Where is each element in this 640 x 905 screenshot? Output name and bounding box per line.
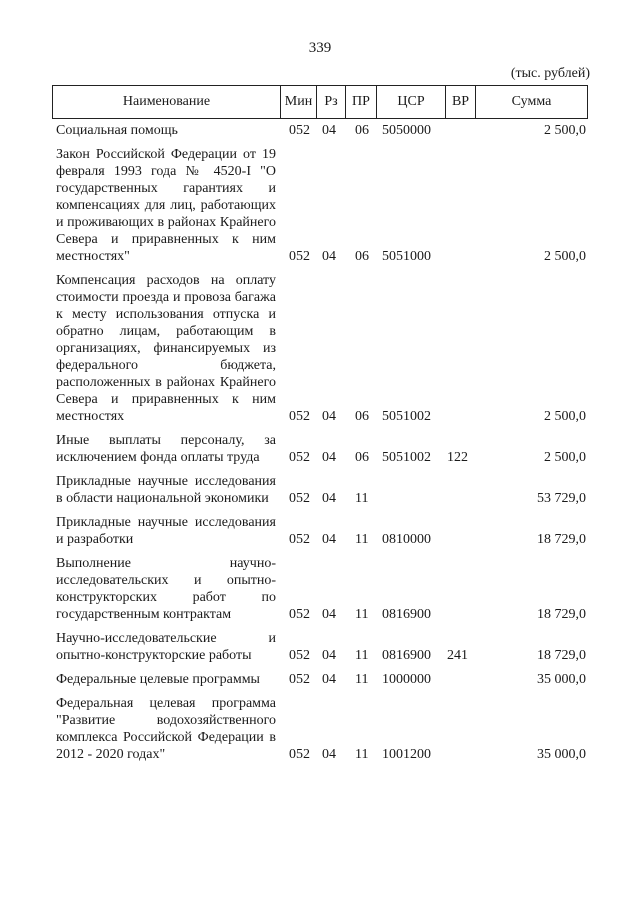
header-pr: ПР [345,85,376,119]
row-rz: 04 [322,409,336,424]
row-sum: 53 729,0 [537,491,586,506]
row-sum: 2 500,0 [544,123,586,138]
row-csr: 1000000 [382,672,431,687]
row-name: Закон Российской Федерации от 19 февраля 1993 года № 4520-I "О государственных гарантиях и компенсациях для лиц, работающих и проживающих в районах Крайнего Севера и приравненных к ним местностях" [56,147,276,264]
row-sum: 18 729,0 [537,607,586,622]
row-vr: 122 [447,450,468,465]
row-rz: 04 [322,672,336,687]
table-body [52,122,588,770]
row-csr: 5050000 [382,123,431,138]
row-rz: 04 [322,607,336,622]
row-rz: 04 [322,249,336,264]
table-row [52,630,588,664]
row-min: 052 [289,249,310,264]
table-row [52,514,588,548]
row-rz: 04 [322,532,336,547]
row-csr: 5051000 [382,249,431,264]
row-sum: 2 500,0 [544,409,586,424]
row-min: 052 [289,607,310,622]
header-sum: Сумма [475,85,588,119]
row-name: Компенсация расходов на оплату стоимости проезда и провоза багажа к месту использования отпуска и обратно лицам, работающим в организациях, финансируемых из федерального бюджета, расположенных в районах Крайнего Севера и приравненных к ним местностях [56,273,276,424]
row-min: 052 [289,409,310,424]
header-rz: Рз [316,85,345,119]
row-pr: 06 [355,409,369,424]
row-min: 052 [289,747,310,762]
row-name: Прикладные научные исследования и разработки [56,515,276,547]
row-name: Социальная помощь [56,123,178,138]
row-csr: 0810000 [382,532,431,547]
row-sum: 35 000,0 [537,747,586,762]
units-note: (тыс. рублей) [510,66,590,81]
row-csr: 5051002 [382,450,431,465]
row-name: Научно-исследовательские и опытно-конструкторские работы [56,631,276,663]
row-name: Федеральная целевая программа "Развитие водохозяйственного комплекса Российской Федерации в 2012 - 2020 годах" [56,696,276,762]
row-min: 052 [289,450,310,465]
row-rz: 04 [322,450,336,465]
row-min: 052 [289,672,310,687]
row-name: Федеральные целевые программы [56,672,260,687]
row-csr: 0816900 [382,607,431,622]
row-pr: 11 [355,532,369,547]
table-row [52,122,588,139]
row-sum: 18 729,0 [537,532,586,547]
table-row [52,671,588,688]
row-sum: 35 000,0 [537,672,586,687]
row-csr: 5051002 [382,409,431,424]
table-row [52,473,588,507]
row-sum: 18 729,0 [537,648,586,663]
row-pr: 11 [355,672,369,687]
row-rz: 04 [322,491,336,506]
row-pr: 06 [355,123,369,138]
row-vr: 241 [447,648,468,663]
row-rz: 04 [322,123,336,138]
row-name: Выполнение научно-исследовательских и опытно-конструкторских работ по государственным контрактам [56,556,276,622]
row-min: 052 [289,123,310,138]
row-min: 052 [289,648,310,663]
row-pr: 11 [355,607,369,622]
page-number: 339 [308,40,332,56]
header-csr: ЦСР [376,85,445,119]
table-row [52,695,588,763]
row-pr: 11 [355,491,369,506]
row-name: Прикладные научные исследования в области национальной экономики [56,474,276,506]
row-pr: 11 [355,747,369,762]
table-row [52,146,588,265]
header-vr: ВР [445,85,475,119]
row-rz: 04 [322,747,336,762]
row-csr: 1001200 [382,747,431,762]
row-pr: 11 [355,648,369,663]
table-row [52,272,588,425]
row-name: Иные выплаты персоналу, за исключением фонда оплаты труда [56,433,276,465]
row-pr: 06 [355,249,369,264]
header-name: Наименование [52,85,280,119]
row-rz: 04 [322,648,336,663]
header-min: Мин [280,85,316,119]
row-min: 052 [289,532,310,547]
row-csr: 0816900 [382,648,431,663]
row-sum: 2 500,0 [544,249,586,264]
table-header [52,85,588,119]
row-min: 052 [289,491,310,506]
row-sum: 2 500,0 [544,450,586,465]
row-pr: 06 [355,450,369,465]
table-row [52,555,588,623]
table-row [52,432,588,466]
